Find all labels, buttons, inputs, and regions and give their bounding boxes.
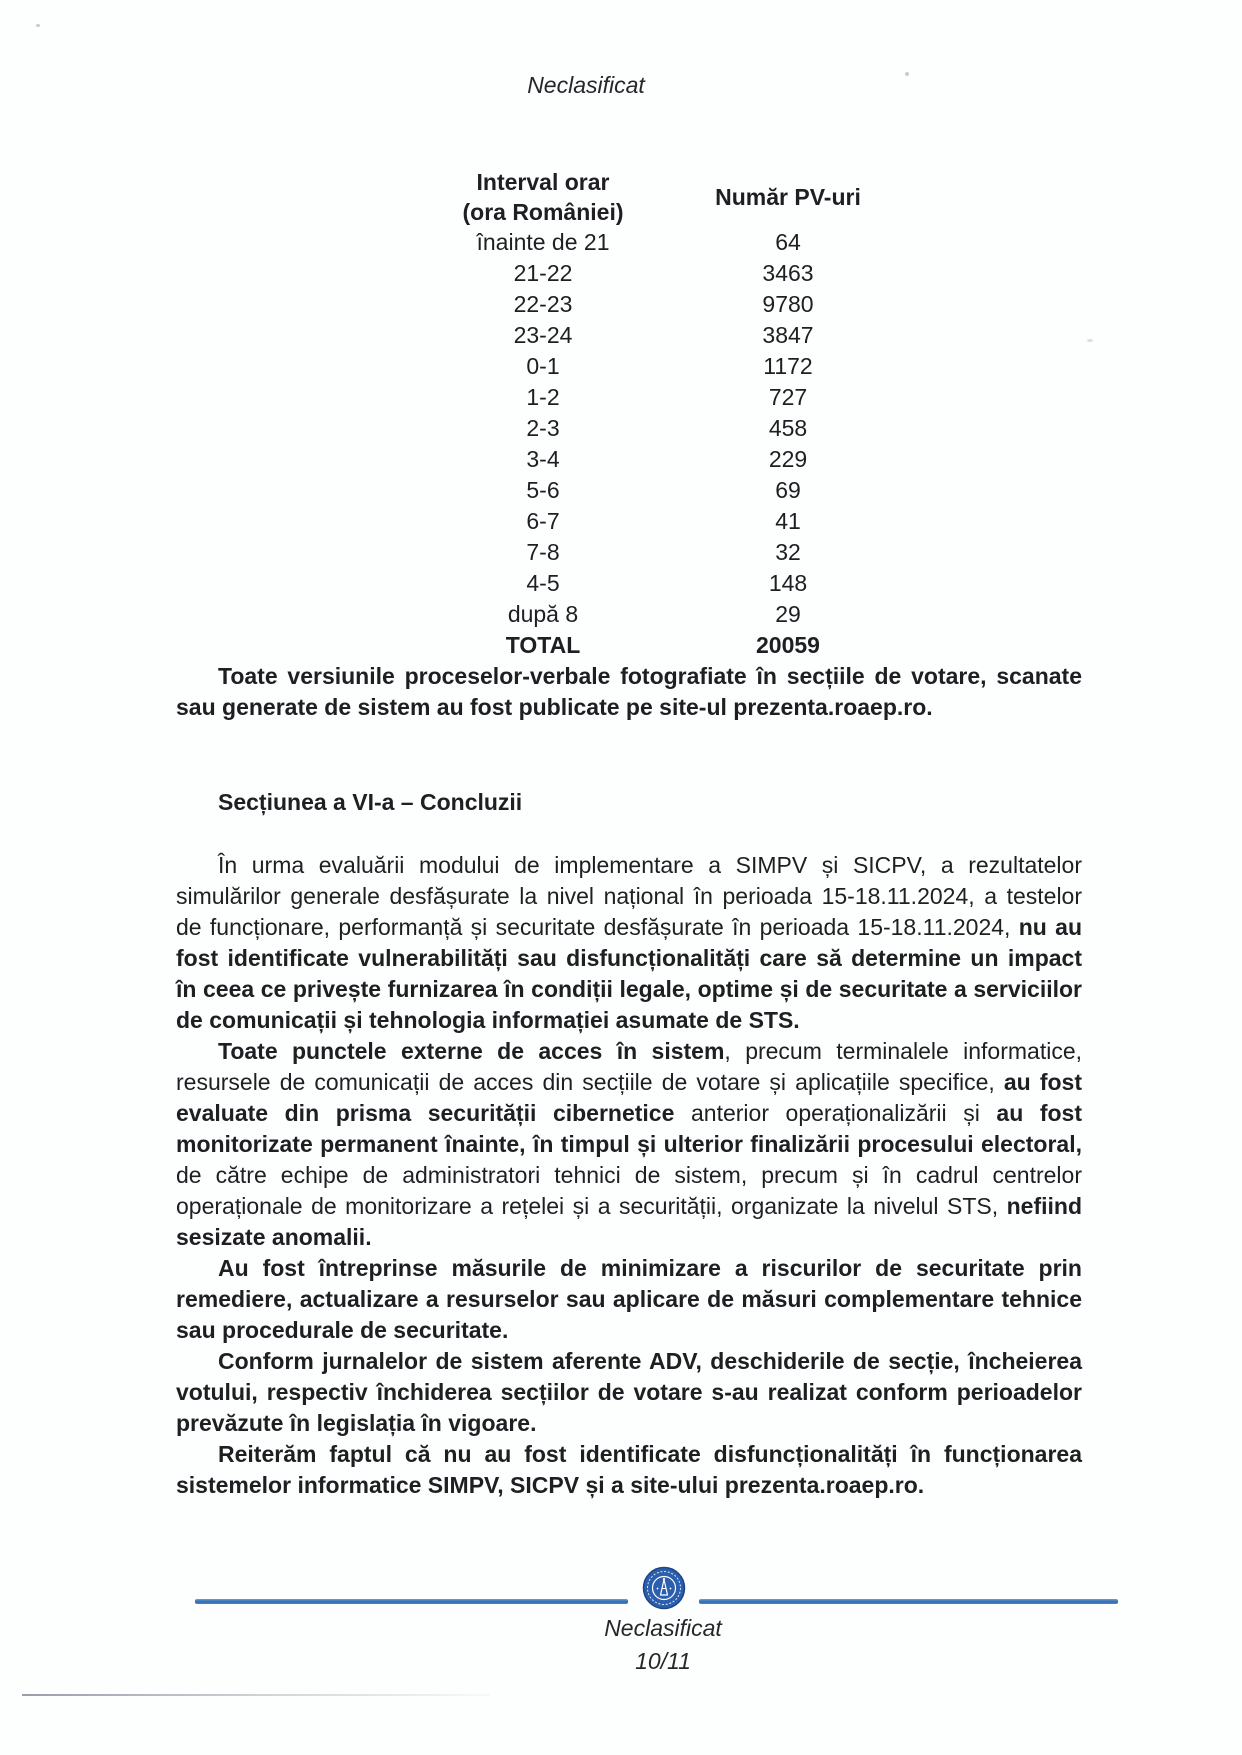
table-cell-interval: după 8 [507, 601, 579, 627]
text-run: nu au fost identificate vulnerabilități sau disfuncționalități care să determine un impact în ceea ce privește furnizarea în condiții legale, optime și de securitate a serviciilor de comunicații și tehnologia informației asumate de STS. [176, 914, 1089, 1033]
paragraph [176, 1036, 1089, 1253]
table-header-interval-line1: Interval orar [476, 169, 610, 195]
table-cell-count: 64 [775, 229, 801, 255]
table-cell-interval: 21-22 [513, 260, 573, 286]
text-run: de către echipe de administratori tehnici de sistem, precum și în cadrul centrelor operaționale de monitorizare a rețelei și a securității, organizate la nivelul STS, [176, 1131, 1089, 1219]
table-cell-count: 41 [775, 508, 801, 534]
table-row [383, 537, 873, 568]
table-row [383, 413, 873, 444]
scan-speck [36, 24, 40, 27]
text-run: anterior operaționalizării și [674, 1100, 997, 1126]
paragraph [176, 1253, 1089, 1346]
table-row [383, 258, 873, 289]
table-cell-count: 9780 [762, 291, 814, 317]
table-cell-count: 229 [768, 446, 808, 472]
table-cell-count: 458 [768, 415, 808, 441]
table-row [383, 475, 873, 506]
table-cell-interval: 5-6 [526, 477, 560, 503]
table-header-count: Număr PV-uri [715, 184, 861, 210]
paragraph [176, 1439, 1089, 1501]
table-row [383, 351, 873, 382]
section-heading: Secțiunea a VI-a – Concluzii [218, 789, 523, 815]
table-row [383, 599, 873, 630]
text-run: , precum terminalele informatice, resursele de comunicații de acces din secțiile de votare și aplicațiile specifice, [176, 1038, 1089, 1095]
table-row [383, 227, 873, 258]
table-row [383, 289, 873, 320]
paragraph-publicare [176, 661, 1089, 723]
footer-classification: Neclasificat [604, 1615, 722, 1641]
table-cell-interval: 23-24 [513, 322, 573, 348]
scan-speck [905, 72, 909, 76]
pv-table [383, 152, 873, 661]
table-row [383, 382, 873, 413]
table-cell-interval: 0-1 [526, 353, 560, 379]
text-run: nefiind sesizate anomalii. [176, 1193, 1089, 1250]
text-run: Reiterăm faptul că nu au fost identificate disfuncționalități în funcționarea sistemelor informatice SIMPV, SICPV și a site-ului prezenta.roaep.ro. [176, 1441, 1089, 1498]
table-cell-count: 3847 [762, 322, 814, 348]
text-run: au fost monitorizate permanent înainte, în timpul și ulterior finalizării procesului electoral, [176, 1100, 1089, 1157]
table-row [383, 568, 873, 599]
table-total-label: TOTAL [505, 632, 581, 658]
sts-seal-icon [642, 1566, 686, 1610]
table-cell-interval: 7-8 [526, 539, 560, 565]
table-cell-count: 69 [775, 477, 801, 503]
table-total-row [383, 630, 873, 661]
scan-artifact-line [22, 1694, 490, 1696]
table-body [383, 227, 873, 661]
table-cell-count: 29 [775, 601, 801, 627]
text-run: Toate punctele externe de acces în sistem [218, 1038, 725, 1064]
table-cell-count: 3463 [762, 260, 814, 286]
table-row [383, 506, 873, 537]
footer-page-number: 10/11 [635, 1648, 691, 1674]
classification-header: Neclasificat [527, 72, 645, 98]
paragraph [176, 1346, 1089, 1439]
footer-rule-left [195, 1599, 628, 1604]
table-cell-interval: 4-5 [526, 570, 560, 596]
table-cell-interval: 6-7 [526, 508, 560, 534]
text-run: Au fost întreprinse măsurile de minimizare a riscurilor de securitate prin remediere, actualizare a resurselor sau aplicare de măsuri complementare tehnice sau procedurale de securitate. [176, 1255, 1089, 1343]
table-cell-count: 32 [775, 539, 801, 565]
table-row [383, 444, 873, 475]
table-cell-interval: 2-3 [526, 415, 560, 441]
paragraph [176, 850, 1089, 1036]
text-run: Toate versiunile proceselor-verbale fotografiate în secțiile de votare, scanate sau generate de sistem au fost publicate pe site-ul prezenta.roaep.ro. [176, 663, 1089, 720]
conclusions-body [176, 850, 1089, 1501]
text-run: În urma evaluării modului de implementare a SIMPV și SICPV, a rezultatelor simulărilor generale desfășurate la nivel național în perioada 15-18.11.2024, a testelor de funcționare, performanță și securitate desfășurate în perioada 15-18.11.2024, [176, 852, 1089, 940]
table-header-row [383, 152, 873, 227]
footer-rule-right [699, 1599, 1118, 1604]
table-cell-count: 148 [768, 570, 808, 596]
table-total-value: 20059 [756, 632, 820, 658]
table-cell-interval: 3-4 [526, 446, 560, 472]
table-cell-interval: 22-23 [513, 291, 573, 317]
table-header-interval-line2: (ora României) [462, 199, 624, 225]
table-header-interval [383, 152, 703, 227]
table-cell-interval: 1-2 [526, 384, 560, 410]
scan-speck [1087, 339, 1093, 342]
text-run: Conform jurnalelor de sistem aferente ADV, deschiderile de secție, încheierea votului, respectiv închiderea secțiilor de votare s-au realizat conform perioadelor prevăzute în legislația în vigoare. [176, 1348, 1089, 1436]
table-cell-count: 1172 [763, 353, 813, 379]
table-row [383, 320, 873, 351]
table-cell-count: 727 [768, 384, 808, 410]
table-cell-interval: înainte de 21 [476, 229, 610, 255]
text-run: au fost evaluate din prisma securității cibernetice [176, 1069, 1089, 1126]
